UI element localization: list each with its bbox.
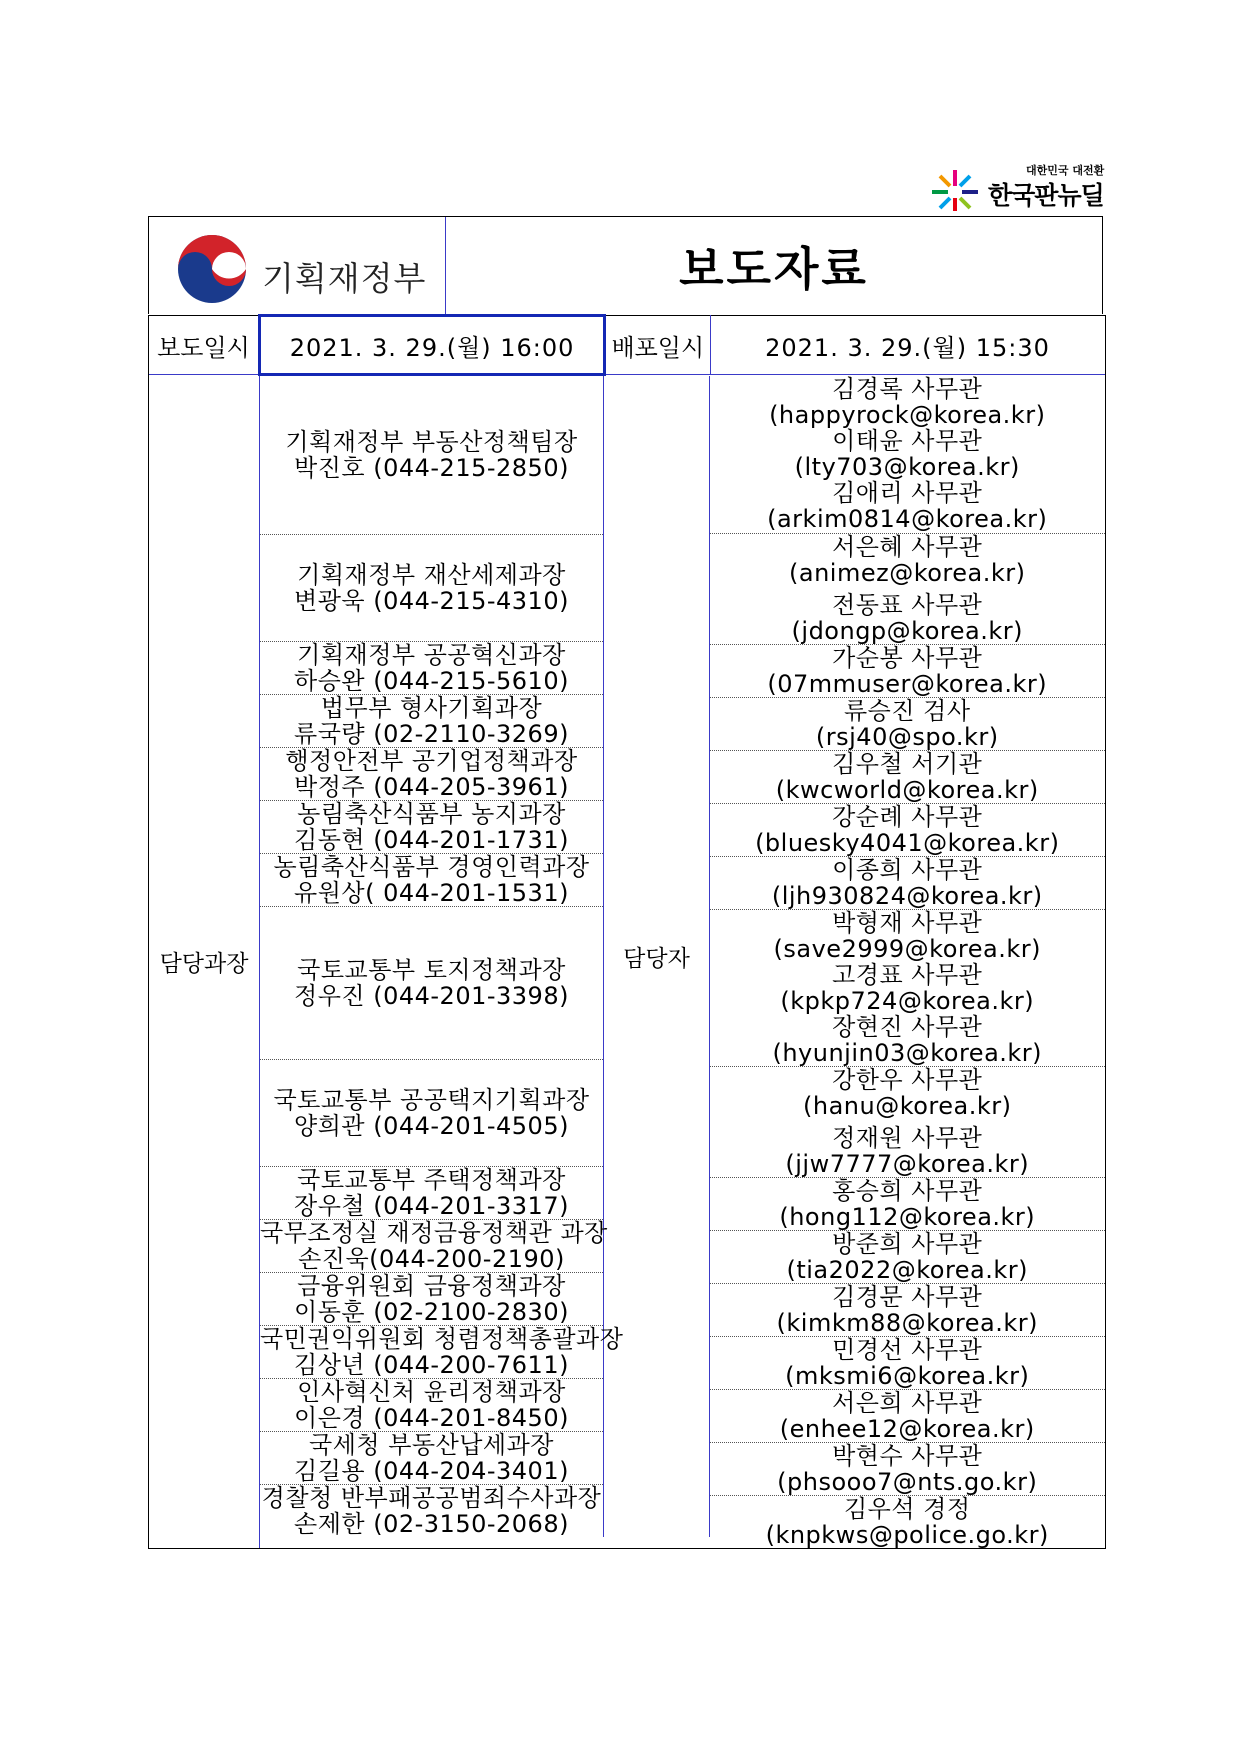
- contact-email[interactable]: (enhee12@korea.kr): [779, 1415, 1035, 1443]
- department-name: 인사혁신처 윤리정책과장: [297, 1378, 566, 1406]
- contact-name: 김애리 사무관: [832, 479, 983, 507]
- contact-email[interactable]: (arkim0814@korea.kr): [767, 505, 1048, 533]
- contact-cell: [710, 1496, 1105, 1549]
- contact-name: 민경선 사무관: [832, 1336, 983, 1364]
- contact-cell: [710, 857, 1105, 910]
- distribution-date-label: 배포일시: [605, 316, 710, 375]
- department-manager: 김길용 (044-204-3401): [294, 1457, 569, 1485]
- department-name: 국토교통부 공공택지기획과장: [273, 1086, 590, 1114]
- department-manager: 류국량 (02-2110-3269): [294, 720, 569, 748]
- contact-person: [710, 1443, 1105, 1495]
- department-name: 기획재정부 재산세제과장: [297, 561, 566, 589]
- contact-email[interactable]: (jdongp@korea.kr): [791, 617, 1023, 645]
- department-name: 행정안전부 공기업정책과장: [285, 747, 578, 775]
- contact-name: 홍승희 사무관: [832, 1177, 983, 1205]
- contact-email[interactable]: (happyrock@korea.kr): [769, 401, 1046, 429]
- ministry-name: 기획재정부: [262, 259, 427, 298]
- contact-person: [710, 1014, 1105, 1066]
- contact-name: 전동표 사무관: [832, 591, 983, 619]
- department-manager: 정우진 (044-201-3398): [294, 982, 569, 1010]
- department-manager: 장우철 (044-201-3317): [294, 1192, 569, 1220]
- department-manager: 변광욱 (044-215-4310): [294, 587, 569, 615]
- contact-cell: [710, 645, 1105, 698]
- department-name: 국토교통부 토지정책과장: [297, 956, 566, 984]
- department-name: 농림축산식품부 경영인력과장: [273, 853, 590, 881]
- contact-name: 장현진 사무관: [832, 1013, 983, 1041]
- contact-email[interactable]: (save2999@korea.kr): [773, 935, 1041, 963]
- contact-person: [710, 645, 1105, 697]
- department-row: [260, 907, 604, 1060]
- contact-cell: [710, 1231, 1105, 1284]
- department-cell: [260, 801, 604, 854]
- new-deal-starburst-icon: [930, 168, 980, 212]
- contact-row: [710, 375, 1105, 534]
- contact-name: 강순례 사무관: [832, 803, 983, 831]
- department-manager: 박진호 (044-215-2850): [294, 454, 569, 482]
- contact-email[interactable]: (kimkm88@korea.kr): [776, 1309, 1038, 1337]
- department-name: 국세청 부동산납세과장: [309, 1431, 554, 1459]
- contact-name: 가순봉 사무관: [832, 644, 983, 672]
- contact-email[interactable]: (lty703@korea.kr): [794, 453, 1020, 481]
- contact-cell: [710, 1337, 1105, 1390]
- contact-column: [710, 375, 1105, 1549]
- contact-cell: [710, 1067, 1105, 1178]
- contact-name: 고경표 사무관: [832, 961, 983, 989]
- contact-email[interactable]: (tia2022@korea.kr): [786, 1256, 1029, 1284]
- contact-person: [710, 1178, 1105, 1230]
- contact-row: [710, 1067, 1105, 1178]
- department-list: [260, 376, 624, 1538]
- department-cell: [260, 1060, 604, 1167]
- department-row: [260, 1060, 604, 1167]
- department-cell: [260, 376, 604, 535]
- department-row: [260, 1379, 604, 1432]
- department-row: [260, 642, 604, 695]
- department-name: 기획재정부 부동산정책팀장: [285, 428, 578, 456]
- contact-person: [710, 534, 1105, 586]
- department-name: 국민권익위원회 청렴정책총괄과장: [260, 1325, 624, 1353]
- department-row: [260, 695, 604, 748]
- date-row: [149, 316, 1106, 375]
- department-cell: [260, 1219, 608, 1273]
- department-row: [260, 801, 604, 854]
- contact-name: 이종희 사무관: [832, 856, 983, 884]
- department-manager: 하승완 (044-215-5610): [294, 667, 569, 695]
- contact-row: [710, 534, 1105, 645]
- contact-name: 김경록 사무관: [832, 375, 983, 403]
- contact-email[interactable]: (mksmi6@korea.kr): [785, 1362, 1030, 1390]
- department-cell: [260, 748, 604, 801]
- contact-person: [710, 962, 1105, 1014]
- contact-person: [710, 480, 1105, 532]
- contact-row: [710, 910, 1105, 1067]
- contact-person: [710, 804, 1105, 856]
- department-row: [260, 1220, 604, 1273]
- contact-row: [710, 1390, 1105, 1443]
- contact-name: 강한우 사무관: [832, 1066, 983, 1094]
- department-name: 법무부 형사기획과장: [320, 694, 543, 722]
- department-name: 금융위원회 금융정책과장: [297, 1272, 566, 1300]
- department-cell: [260, 1485, 604, 1538]
- logo-slogan-big: 한국판뉴딜: [988, 181, 1104, 210]
- contact-table: [710, 375, 1105, 1548]
- contact-name: 정재원 사무관: [832, 1124, 983, 1152]
- contact-email[interactable]: (hong112@korea.kr): [779, 1203, 1036, 1231]
- department-manager: 김동현 (044-201-1731): [294, 826, 569, 854]
- contact-email[interactable]: (rsj40@spo.kr): [815, 723, 999, 751]
- department-column: [260, 375, 711, 1549]
- contact-person: [710, 910, 1105, 962]
- contact-email[interactable]: (animez@korea.kr): [789, 559, 1026, 587]
- department-cell: [260, 1379, 604, 1432]
- department-manager: 이동훈 (02-2100-2830): [294, 1298, 569, 1326]
- contact-name: 서은희 사무관: [832, 1389, 983, 1417]
- contact-cell: [710, 534, 1105, 645]
- contact-name: 방준희 사무관: [832, 1230, 983, 1258]
- department-cell: [260, 1167, 604, 1220]
- contact-name: 이태윤 사무관: [832, 427, 983, 455]
- taegeuk-emblem-icon: [176, 233, 248, 305]
- contact-row: [710, 1443, 1105, 1496]
- department-row: [260, 854, 604, 907]
- department-cell: [260, 535, 604, 642]
- contact-email[interactable]: (knpkws@police.go.kr): [765, 1521, 1049, 1549]
- contact-cell: [710, 804, 1105, 857]
- contact-person: [710, 376, 1105, 428]
- department-manager: 유원상( 044-201-1531): [294, 879, 569, 907]
- contact-row: [710, 857, 1105, 910]
- contact-person: [710, 1390, 1105, 1442]
- contact-email[interactable]: (ljh930824@korea.kr): [771, 882, 1043, 910]
- contact-row: [710, 1496, 1105, 1549]
- contact-row: [710, 1337, 1105, 1390]
- contact-cell: [710, 751, 1105, 804]
- department-row: [260, 1167, 604, 1220]
- department-row: [260, 1326, 604, 1379]
- contact-person: [710, 1284, 1105, 1336]
- contact-name: 서은혜 사무관: [832, 533, 983, 561]
- contact-row: [710, 1231, 1105, 1284]
- document-header: [148, 216, 1103, 314]
- contact-email[interactable]: (kwcworld@korea.kr): [775, 776, 1039, 804]
- department-cell: [260, 695, 604, 748]
- release-date-value: 2021. 3. 29.(월) 16:00: [260, 316, 605, 375]
- department-row: [260, 1432, 604, 1485]
- department-name: 농림축산식품부 농지과장: [297, 800, 566, 828]
- contact-person: [710, 857, 1105, 909]
- contact-email[interactable]: (07mmuser@korea.kr): [767, 670, 1048, 698]
- contact-cell: [710, 910, 1105, 1067]
- department-column-inner: [260, 376, 710, 1537]
- contact-person: [710, 698, 1105, 750]
- department-label: 담당과장: [149, 375, 260, 1549]
- contact-cell: [710, 1284, 1105, 1337]
- department-cell: [260, 1325, 624, 1379]
- contact-person: [710, 1496, 1105, 1548]
- department-manager: 김상년 (044-200-7611): [294, 1351, 569, 1379]
- contact-person: [710, 1337, 1105, 1389]
- contact-person: [710, 428, 1105, 480]
- press-release-table: [148, 314, 1106, 1549]
- contact-name: 김우철 서기관: [832, 750, 983, 778]
- department-name: 경찰청 반부패공공범죄수사과장: [261, 1484, 602, 1512]
- department-manager: 손진욱(044-200-2190): [298, 1245, 565, 1273]
- contact-row: [710, 1284, 1105, 1337]
- contact-name: 박현수 사무관: [832, 1442, 983, 1470]
- distribution-date-value: 2021. 3. 29.(월) 15:30: [710, 316, 1105, 375]
- contact-cell: [710, 698, 1105, 751]
- department-manager: 손제한 (02-3150-2068): [294, 1510, 569, 1538]
- contact-email[interactable]: (hanu@korea.kr): [803, 1092, 1012, 1120]
- korean-new-deal-logo: [930, 160, 1110, 212]
- department-table: [260, 376, 624, 1538]
- contact-email[interactable]: (hyunjin03@korea.kr): [772, 1039, 1043, 1067]
- department-name: 기획재정부 공공혁신과장: [297, 641, 566, 669]
- contact-person: [710, 592, 1105, 644]
- contact-row: [710, 645, 1105, 698]
- contact-label: 담당자: [604, 376, 710, 1537]
- contact-row: [710, 804, 1105, 857]
- department-name: 국무조정실 재정금융정책관 과장: [260, 1219, 608, 1247]
- department-row: [260, 535, 604, 642]
- department-row: [260, 376, 604, 535]
- contact-person: [710, 1231, 1105, 1283]
- department-manager: 이은경 (044-201-8450): [294, 1404, 569, 1432]
- contacts-row: [149, 375, 1106, 1549]
- department-cell: [260, 907, 604, 1060]
- contact-email[interactable]: (phsooo7@nts.go.kr): [777, 1468, 1038, 1496]
- department-cell: [260, 1273, 604, 1326]
- contact-name: 박형재 사무관: [832, 909, 983, 937]
- department-cell: [260, 1432, 604, 1485]
- document-title: 보도자료: [679, 241, 869, 296]
- contact-person: [710, 1125, 1105, 1177]
- contact-name: 류승진 검사: [843, 697, 971, 725]
- department-name: 국토교통부 주택정책과장: [297, 1166, 566, 1194]
- department-row: [260, 1273, 604, 1326]
- department-row: [260, 1485, 604, 1538]
- contact-cell: [710, 1390, 1105, 1443]
- contact-person: [710, 1067, 1105, 1119]
- contact-row: [710, 751, 1105, 804]
- contact-cell: [710, 375, 1105, 534]
- department-manager: 양희관 (044-201-4505): [294, 1112, 569, 1140]
- contact-row: [710, 698, 1105, 751]
- department-cell: [260, 854, 604, 907]
- contact-cell: [710, 1178, 1105, 1231]
- department-cell: [260, 642, 604, 695]
- contact-name: 김우석 경정: [843, 1495, 971, 1523]
- release-date-label: 보도일시: [149, 316, 260, 375]
- department-manager: 박정주 (044-205-3961): [294, 773, 569, 801]
- contact-email[interactable]: (kpkp724@korea.kr): [780, 987, 1035, 1015]
- department-row: [260, 748, 604, 801]
- contact-name: 김경문 사무관: [832, 1283, 983, 1311]
- logo-slogan-small: 대한민국 대전환: [1026, 164, 1105, 177]
- contact-email[interactable]: (jjw7777@korea.kr): [785, 1150, 1030, 1178]
- contact-email[interactable]: (bluesky4041@korea.kr): [755, 829, 1060, 857]
- contact-person: [710, 751, 1105, 803]
- contact-row: [710, 1178, 1105, 1231]
- contact-cell: [710, 1443, 1105, 1496]
